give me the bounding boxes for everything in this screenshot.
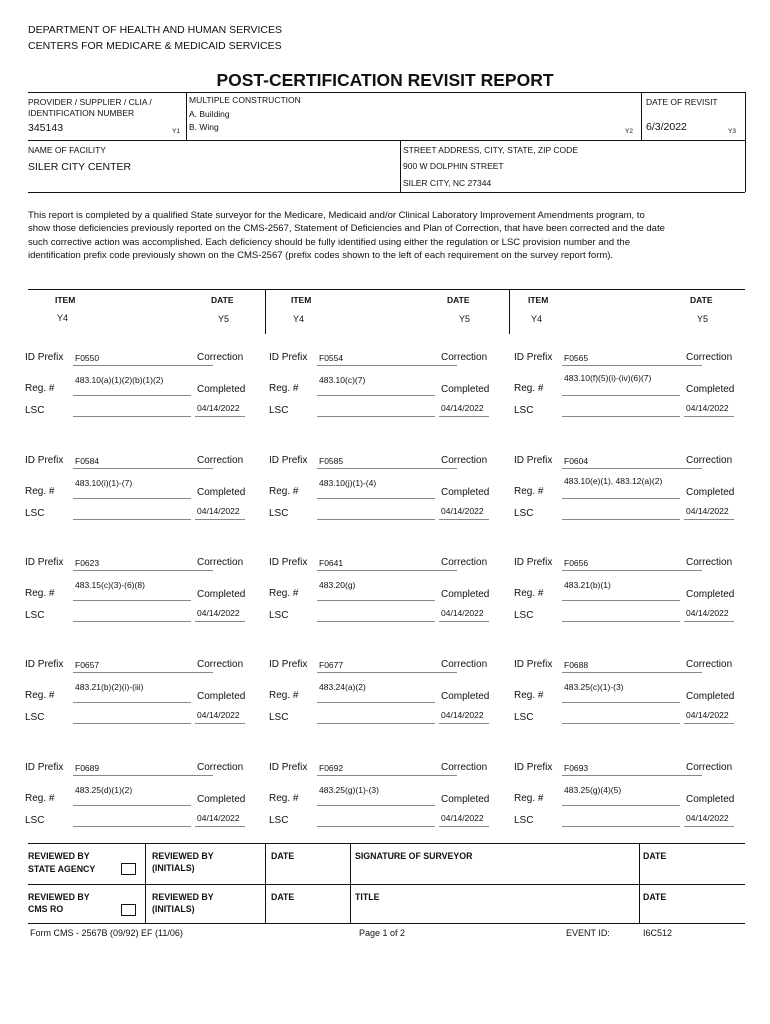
correction-label: Correction [441,455,488,466]
reg-label: Reg. # [514,383,544,394]
reg-value: 483.25(g)(4)(5) [564,785,622,795]
completion-date: 04/14/2022 [441,608,484,618]
completion-date: 04/14/2022 [441,403,484,413]
completed-label: Completed [686,487,735,498]
reg-label: Reg. # [269,383,299,394]
completed-label: Completed [441,384,490,395]
reviewed-cms-label-2: CMS RO [28,904,64,914]
correction-label: Correction [197,659,244,670]
reg-label: Reg. # [514,486,544,497]
reg-value: 483.21(b)(1) [564,580,611,590]
form-id: Form CMS - 2567B (09/92) EF (11/06) [30,928,183,938]
id-prefix-value: F0657 [75,660,100,670]
deficiency-item [514,659,759,744]
col-item-header-2: ITEM [291,295,312,305]
revisit-date-value: 6/3/2022 [646,121,687,133]
completion-date: 04/14/2022 [197,506,240,516]
id-prefix-label: ID Prefix [514,352,553,363]
event-id-value: I6C512 [643,928,673,938]
correction-label: Correction [197,557,244,568]
id-prefix-label: ID Prefix [25,659,64,670]
reviewed-state-label: REVIEWED BY [28,851,90,861]
id-prefix-value: F0584 [75,456,100,466]
col-date-header-3: DATE [690,295,713,305]
reg-label: Reg. # [269,690,299,701]
id-prefix-value: F0641 [319,558,344,568]
id-prefix-value: F0604 [564,456,589,466]
lsc-label: LSC [269,405,289,416]
address-line-2: SILER CITY, NC 27344 [403,178,492,188]
completed-label: Completed [686,691,735,702]
reg-value: 483.10(c)(7) [319,375,366,385]
completed-label: Completed [197,794,246,805]
signature-label: SIGNATURE OF SURVEYOR [355,851,473,861]
correction-label: Correction [197,762,244,773]
address-label: STREET ADDRESS, CITY, STATE, ZIP CODE [403,145,578,155]
deficiency-item [25,557,270,642]
completion-date: 04/14/2022 [686,506,729,516]
reg-label: Reg. # [269,588,299,599]
id-prefix-label: ID Prefix [25,352,64,363]
id-prefix-label: ID Prefix [25,557,64,568]
deficiency-item [25,455,270,540]
reg-value: 483.25(d)(1)(2) [75,785,133,795]
id-prefix-label: ID Prefix [25,762,64,773]
id-prefix-value: F0689 [75,763,100,773]
col-item-header-1: ITEM [55,295,76,305]
reviewed-initials-label: REVIEWED BY [152,851,214,861]
id-prefix-label: ID Prefix [269,557,308,568]
id-prefix-label: ID Prefix [269,455,308,466]
reviewed-cms-label: REVIEWED BY [28,892,90,902]
lsc-label: LSC [514,508,534,519]
cms-ro-checkbox[interactable] [121,904,136,916]
reg-label: Reg. # [25,793,55,804]
building-label: A. Building [189,109,230,119]
lsc-label: LSC [25,815,45,826]
wing-label: B. Wing [189,122,219,132]
completion-date: 04/14/2022 [441,506,484,516]
correction-label: Correction [686,352,733,363]
reg-value: 483.20(g) [319,580,356,590]
completion-date: 04/14/2022 [197,403,240,413]
correction-label: Correction [197,352,244,363]
id-prefix-value: F0623 [75,558,100,568]
completed-label: Completed [197,691,246,702]
reg-value: 483.15(c)(3)-(6)(8) [75,580,145,590]
department-name: DEPARTMENT OF HEALTH AND HUMAN SERVICES [28,24,282,36]
reviewed-state-label-2: STATE AGENCY [28,864,96,874]
construction-label: MULTIPLE CONSTRUCTION [189,95,301,105]
col-item-code-2: Y4 [293,314,305,324]
reg-value: 483.25(c)(1)-(3) [564,682,624,692]
address-line-1: 900 W DOLPHIN STREET [403,161,504,171]
col-date-code-2: Y5 [459,314,471,324]
completion-date: 04/14/2022 [441,813,484,823]
deficiency-item [269,557,514,642]
y3-code: Y3 [728,128,736,135]
provider-id-label-2: IDENTIFICATION NUMBER [28,108,135,118]
facility-label: NAME OF FACILITY [28,145,106,155]
completion-date: 04/14/2022 [686,813,729,823]
lsc-label: LSC [514,712,534,723]
reg-label: Reg. # [25,690,55,701]
completion-date: 04/14/2022 [197,608,240,618]
y1-code: Y1 [172,128,180,135]
id-prefix-label: ID Prefix [514,557,553,568]
reg-value: 483.24(a)(2) [319,682,366,692]
id-prefix-value: F0677 [319,660,344,670]
completed-label: Completed [686,794,735,805]
id-prefix-value: F0565 [564,353,589,363]
deficiency-item [25,659,270,744]
revisit-date-label: DATE OF REVISIT [646,97,718,107]
id-prefix-label: ID Prefix [514,659,553,670]
id-prefix-label: ID Prefix [514,762,553,773]
deficiency-item [269,455,514,540]
correction-label: Correction [686,557,733,568]
completed-label: Completed [686,384,735,395]
deficiency-item [25,762,270,847]
y2-code: Y2 [625,128,633,135]
state-agency-checkbox[interactable] [121,863,136,875]
reg-label: Reg. # [269,793,299,804]
agency-name: CENTERS FOR MEDICARE & MEDICAID SERVICES [28,40,282,52]
reviewed-initials-label-3: REVIEWED BY [152,892,214,902]
deficiency-item [269,352,514,437]
page-number: Page 1 of 2 [359,928,406,938]
correction-label: Correction [686,659,733,670]
deficiency-item [514,557,759,642]
lsc-label: LSC [269,712,289,723]
completed-label: Completed [441,691,490,702]
lsc-label: LSC [269,610,289,621]
lsc-label: LSC [269,508,289,519]
title-label: TITLE [355,892,380,902]
lsc-label: LSC [25,405,45,416]
footer-date-label-4: DATE [643,892,667,902]
lsc-label: LSC [514,405,534,416]
reg-value: 483.10(f)(5)(i)-(iv)(6)(7) [564,373,652,383]
completed-label: Completed [441,794,490,805]
col-date-code-3: Y5 [697,314,709,324]
correction-label: Correction [441,557,488,568]
page-title: POST-CERTIFICATION REVISIT REPORT [216,70,554,90]
col-item-header-3: ITEM [528,295,549,305]
id-prefix-label: ID Prefix [269,659,308,670]
completion-date: 04/14/2022 [686,608,729,618]
id-prefix-value: F0585 [319,456,344,466]
completed-label: Completed [197,589,246,600]
reg-value: 483.21(b)(2)(i)-(iii) [75,682,144,692]
reg-label: Reg. # [514,690,544,701]
completion-date: 04/14/2022 [441,710,484,720]
id-prefix-value: F0688 [564,660,589,670]
id-prefix-value: F0692 [319,763,344,773]
deficiency-item [269,762,514,847]
deficiency-item [514,352,759,437]
reg-value: 483.10(e)(1), 483.12(a)(2) [564,476,663,486]
completed-label: Completed [686,589,735,600]
id-prefix-label: ID Prefix [269,352,308,363]
reg-label: Reg. # [25,588,55,599]
id-prefix-label: ID Prefix [514,455,553,466]
provider-id-label: PROVIDER / SUPPLIER / CLIA / [28,97,152,107]
correction-label: Correction [686,455,733,466]
id-prefix-label: ID Prefix [25,455,64,466]
completion-date: 04/14/2022 [686,710,729,720]
completion-date: 04/14/2022 [197,710,240,720]
reviewed-initials-label-2: (INITIALS) [152,863,195,873]
reg-label: Reg. # [25,383,55,394]
col-date-header-1: DATE [211,295,234,305]
reg-label: Reg. # [514,588,544,599]
completed-label: Completed [197,384,246,395]
lsc-label: LSC [269,815,289,826]
footer-date-label-1: DATE [271,851,295,861]
intro-paragraph: This report is completed by a qualified State surveyor for the Medicare, Medicaid and/or Clinical Laboratory Improvement Amendments program, to show those deficiencies previously reported on the CMS-2567, Statement of Deficiencies and Plan of Correction, that have been corrected and the date such corrective action was accomplished. Each deficiency should be fully identified using either the regulation or LSC provision number and the identification prefix code previously shown on the CMS-2567 (prefix codes shown to the left of each requirement on the survey report form). [28,210,665,262]
correction-label: Correction [441,659,488,670]
correction-label: Correction [686,762,733,773]
reg-value: 483.10(i)(1)-(7) [75,478,133,488]
deficiency-item [514,455,759,540]
completed-label: Completed [441,487,490,498]
completion-date: 04/14/2022 [686,403,729,413]
id-prefix-label: ID Prefix [269,762,308,773]
footer-date-label-2: DATE [643,851,667,861]
reg-label: Reg. # [514,793,544,804]
id-prefix-value: F0554 [319,353,344,363]
correction-label: Correction [441,352,488,363]
provider-id-value: 345143 [28,122,64,134]
lsc-label: LSC [25,610,45,621]
correction-label: Correction [441,762,488,773]
id-prefix-value: F0693 [564,763,589,773]
col-item-code-1: Y4 [57,313,69,323]
reg-label: Reg. # [269,486,299,497]
id-prefix-value: F0656 [564,558,589,568]
deficiency-item [269,659,514,744]
footer-date-label-3: DATE [271,892,295,902]
facility-value: SILER CITY CENTER [28,161,132,173]
col-date-code-1: Y5 [218,314,230,324]
col-date-header-2: DATE [447,295,470,305]
completion-date: 04/14/2022 [197,813,240,823]
deficiency-item [514,762,759,847]
reg-value: 483.25(g)(1)-(3) [319,785,379,795]
reg-label: Reg. # [25,486,55,497]
lsc-label: LSC [514,815,534,826]
reg-value: 483.10(a)(1)(2)(b)(1)(2) [75,375,164,385]
id-prefix-value: F0550 [75,353,100,363]
col-item-code-3: Y4 [531,314,543,324]
completed-label: Completed [197,487,246,498]
reg-value: 483.10(j)(1)-(4) [319,478,377,488]
lsc-label: LSC [25,712,45,723]
lsc-label: LSC [25,508,45,519]
deficiency-item [25,352,270,437]
lsc-label: LSC [514,610,534,621]
reviewed-initials-label-4: (INITIALS) [152,904,195,914]
completed-label: Completed [441,589,490,600]
correction-label: Correction [197,455,244,466]
event-id-label: EVENT ID: [566,928,610,938]
